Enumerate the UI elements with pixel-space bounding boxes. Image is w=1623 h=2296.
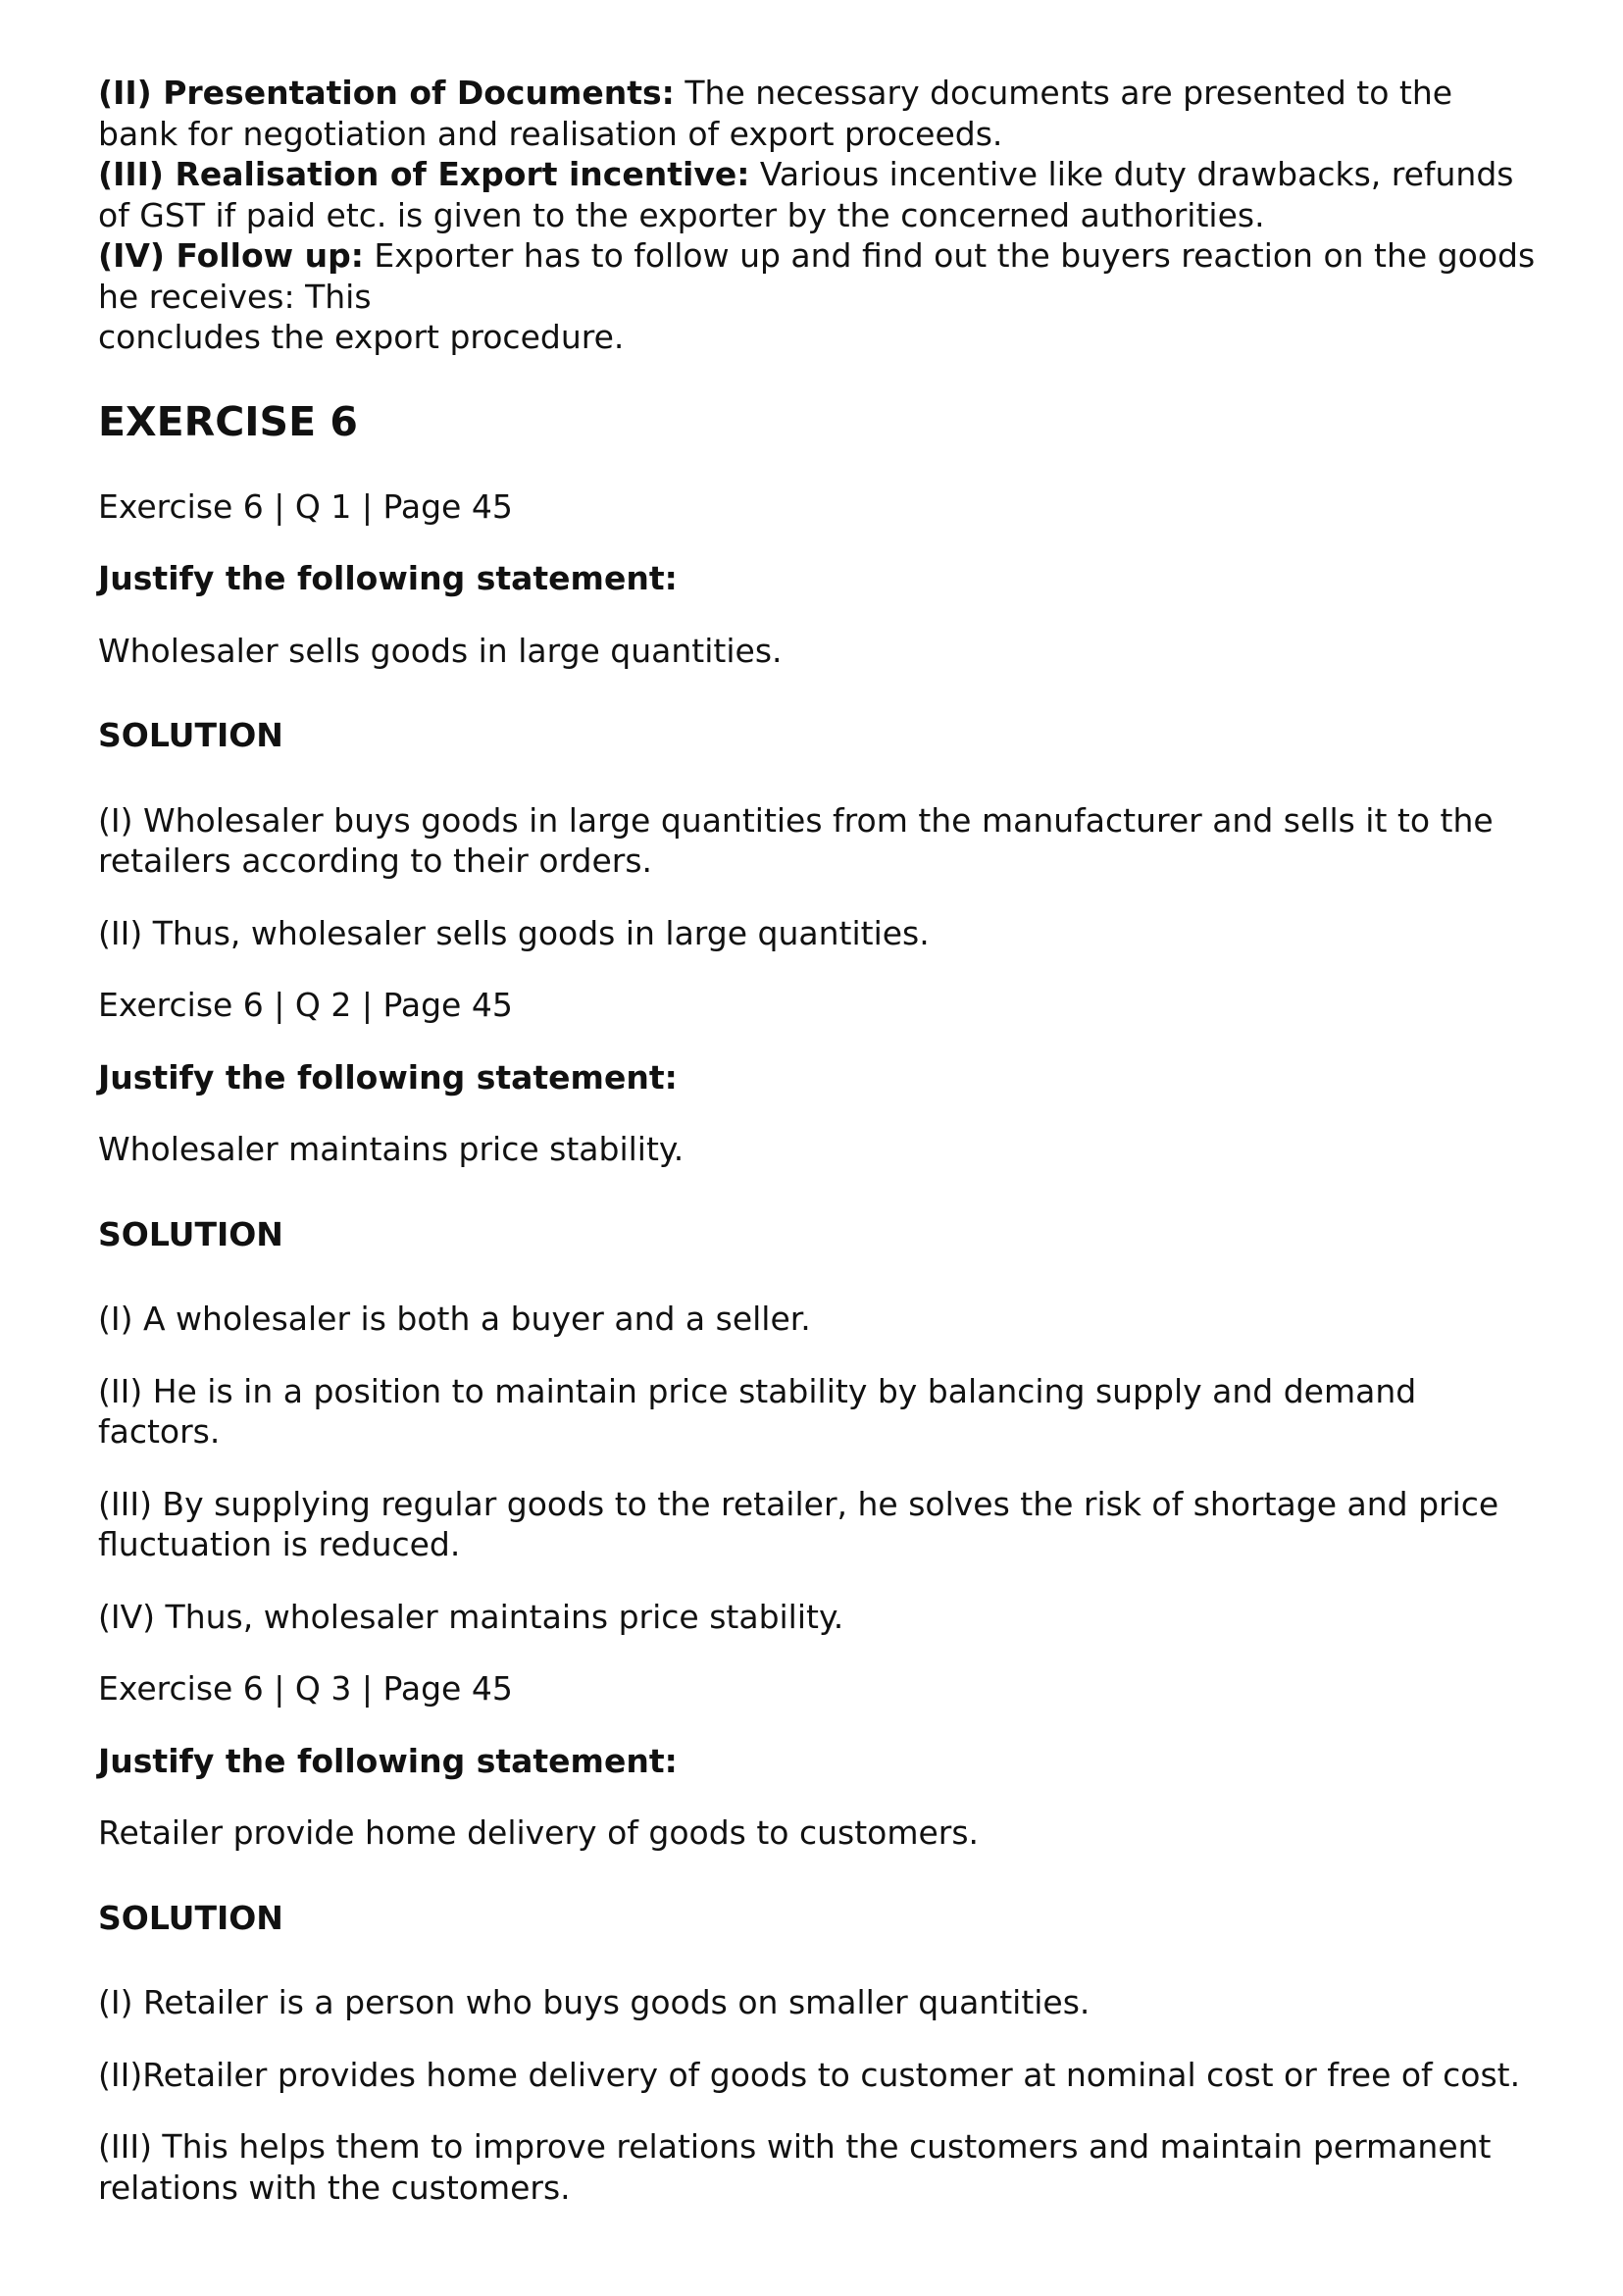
solution-point: (I) Wholesaler buys goods in large quantities from the manufacturer and sells it to the retailers according to their orders. <box>98 800 1494 880</box>
question-statement: Wholesaler maintains price stability. <box>98 1130 685 1168</box>
intro-text: The necessary documents are presented to the bank for negotiation and realisation of export proceeds. <box>98 74 1453 153</box>
solution-point: (II) Thus, wholesaler sells goods in large quantities. <box>98 913 930 952</box>
intro-text: Exporter has to follow up and find out the buyers reaction on the goods he receives: This <box>98 236 1536 316</box>
intro-label: (II) Presentation of Documents: <box>98 74 675 112</box>
solution-point: (II)Retailer provides home delivery of goods to customer at nominal cost or free of cost. <box>98 2055 1521 2094</box>
question-statement: Wholesaler sells goods in large quantities. <box>98 631 783 670</box>
question-prompt: Justify the following statement: <box>98 1057 678 1097</box>
question-reference: Exercise 6 | Q 2 | Page 45 <box>98 986 513 1024</box>
solution-point: (I) A wholesaler is both a buyer and a seller. <box>98 1300 811 1338</box>
question-reference: Exercise 6 | Q 1 | Page 45 <box>98 486 513 526</box>
intro-conclusion: concludes the export procedure. <box>98 318 625 356</box>
exercise-heading: EXERCISE 6 <box>98 397 358 445</box>
solution-point: (I) Retailer is a person who buys goods on smaller quantities. <box>98 1983 1090 2021</box>
question-statement: Retailer provide home delivery of goods to customers. <box>98 1813 980 1852</box>
intro-paragraph-documents <box>98 73 1540 154</box>
intro-label: (IV) Follow up: <box>98 236 364 275</box>
solution-point: (II) He is in a position to maintain price stability by balancing supply and demand factors. <box>98 1371 1417 1451</box>
intro-paragraph-incentive <box>98 154 1540 235</box>
solution-point: (III) By supplying regular goods to the retailer, he solves the risk of shortage and price fluctuation is reduced. <box>98 1484 1499 1563</box>
intro-text: Various incentive like duty drawbacks, refunds of GST if paid etc. is given to the exporter by the concerned authorities. <box>98 155 1514 234</box>
question-prompt: Justify the following statement: <box>98 559 678 597</box>
solution-label: SOLUTION <box>98 1214 283 1253</box>
question-prompt: Justify the following statement: <box>98 1741 678 1780</box>
solution-label: SOLUTION <box>98 1898 283 1937</box>
solution-point: (IV) Thus, wholesaler maintains price stability. <box>98 1597 844 1636</box>
intro-label: (III) Realisation of Export incentive: <box>98 155 750 193</box>
solution-point: (III) This helps them to improve relations with the customers and maintain permanent relations with the customers. <box>98 2127 1492 2207</box>
document-page <box>98 73 1540 2208</box>
question-reference: Exercise 6 | Q 3 | Page 45 <box>98 1669 513 1708</box>
solution-label: SOLUTION <box>98 716 283 754</box>
intro-paragraph-follow-up <box>98 235 1540 317</box>
